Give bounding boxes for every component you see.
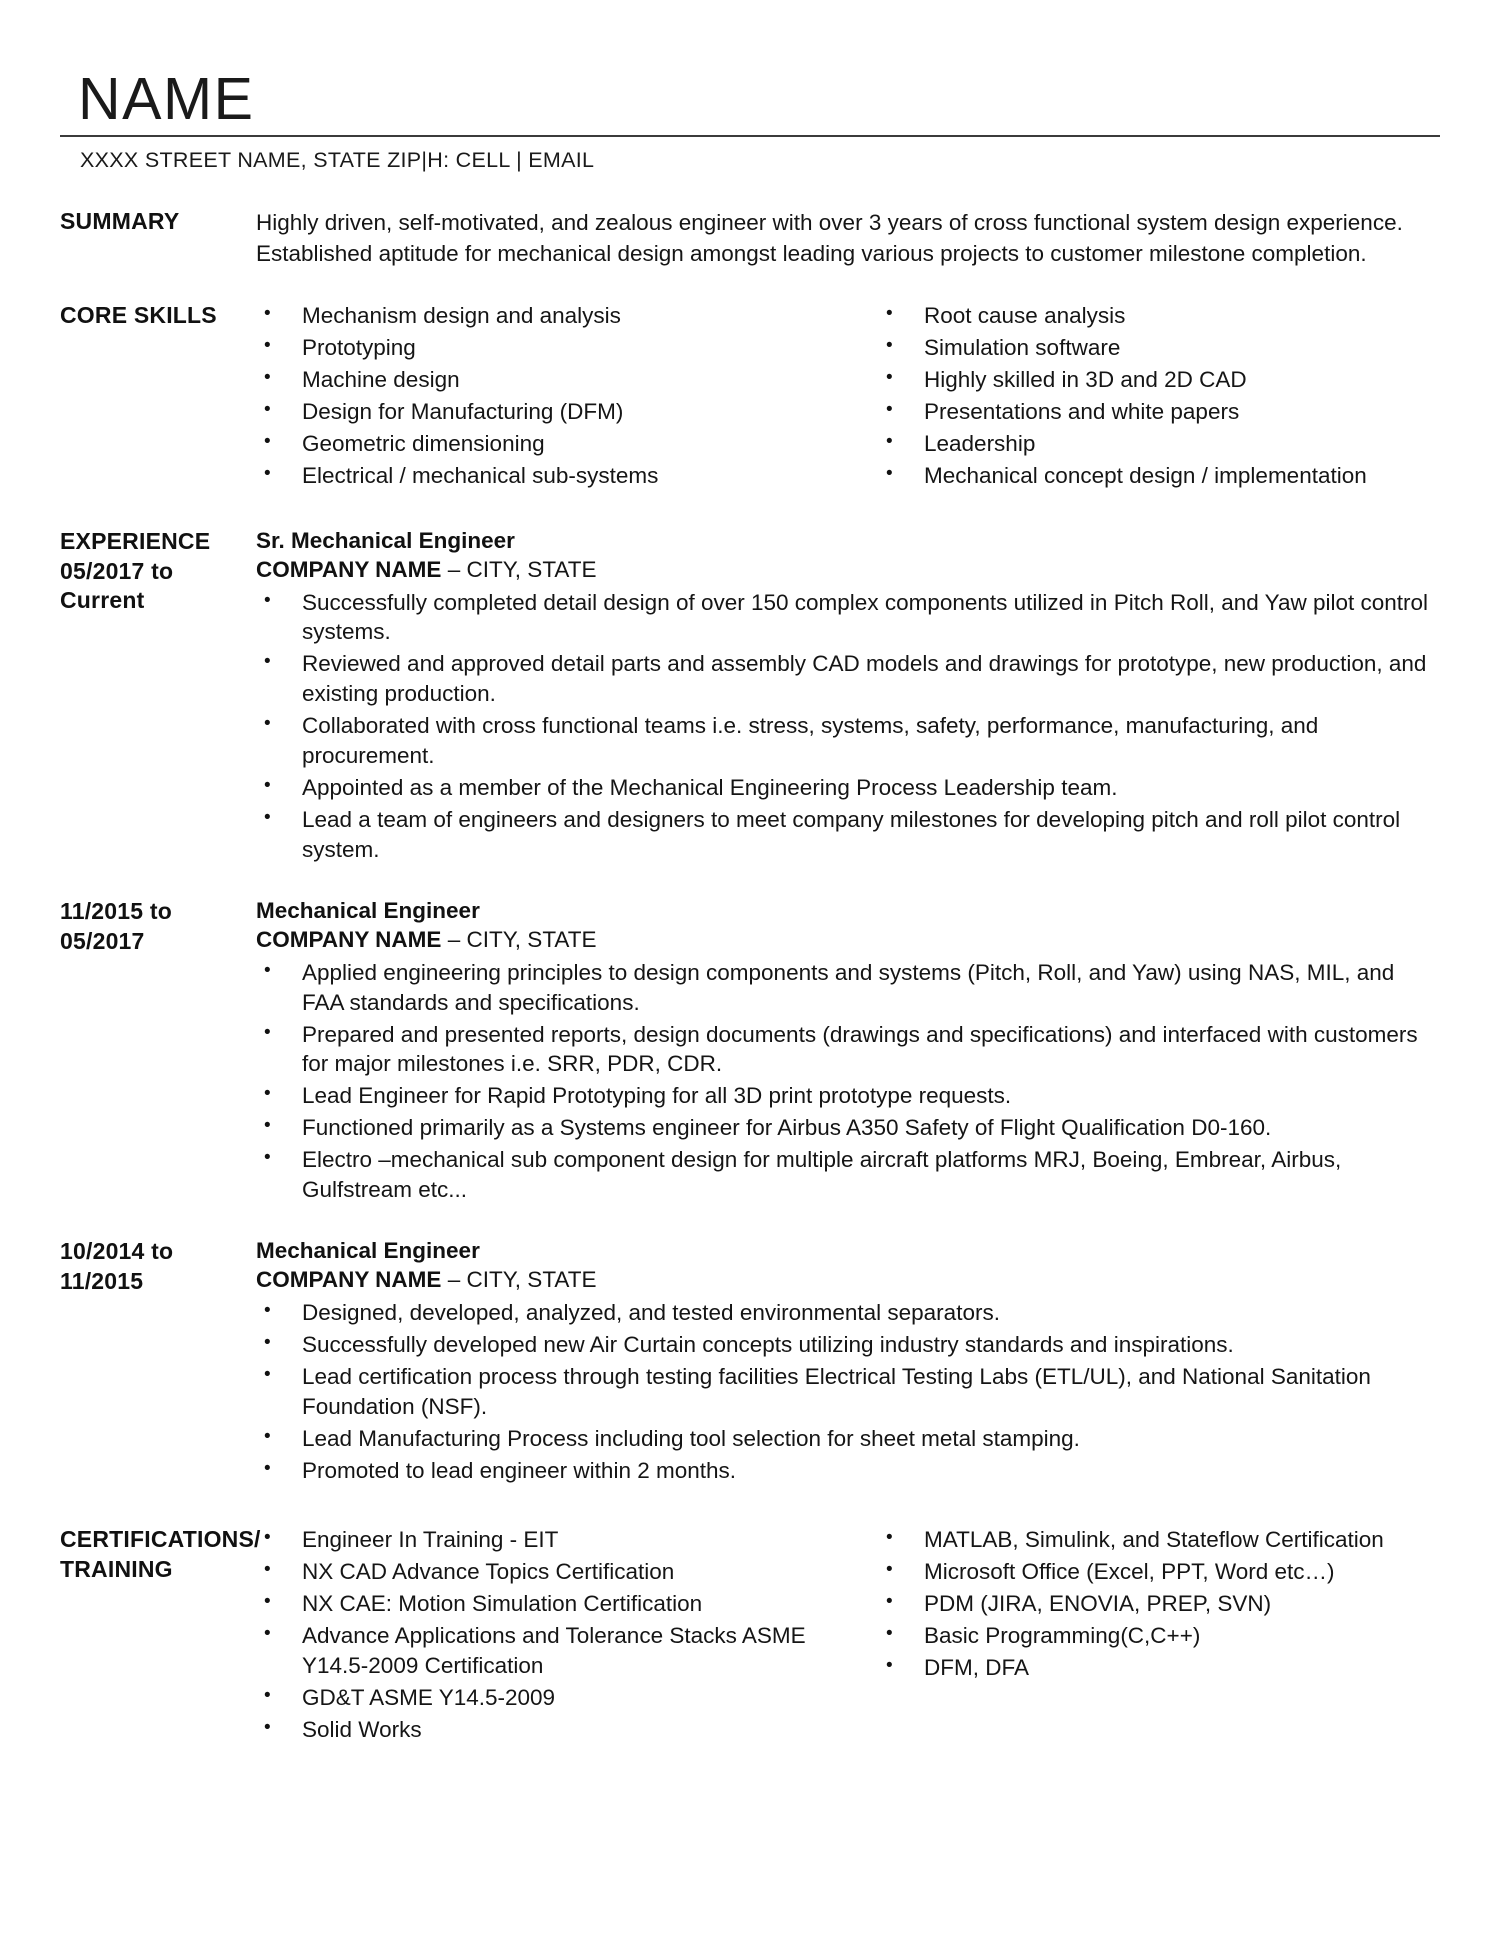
job-dates-block xyxy=(60,1237,256,1297)
job-dates-line1: 11/2015 to xyxy=(60,897,172,924)
certifications-label-block xyxy=(60,1525,261,1585)
summary-label: SUMMARY xyxy=(60,208,180,234)
certifications-label-line1: CERTIFICATIONS/ xyxy=(60,1526,261,1553)
list-item: • Successfully developed new Air Curtain concepts utilizing industry standards and inspirations. xyxy=(256,1330,1440,1360)
job-title: Sr. Mechanical Engineer xyxy=(256,527,515,553)
core-skills-body xyxy=(256,301,1440,493)
job-body xyxy=(256,897,1440,1207)
list-item: • Machine design xyxy=(256,365,848,395)
list-item: • Electro –mechanical sub component design for multiple aircraft platforms MRJ, Boeing, Embrear, Airbus, Gulfstream etc... xyxy=(256,1145,1440,1205)
certifications-list-right xyxy=(878,1525,1440,1683)
job-bullet-list xyxy=(256,588,1440,865)
list-item: • NX CAE: Motion Simulation Certification xyxy=(256,1589,848,1619)
list-item: • Root cause analysis xyxy=(878,301,1440,331)
experience-label: EXPERIENCE xyxy=(60,527,211,554)
job-company-name: COMPANY NAME xyxy=(256,1267,442,1293)
core-skills-label: CORE SKILLS xyxy=(60,302,217,329)
core-skills-section xyxy=(60,301,1440,493)
certifications-column-right xyxy=(848,1525,1440,1746)
certifications-column-left xyxy=(256,1525,848,1746)
experience-job-2 xyxy=(60,897,1440,1207)
job-location: – CITY, STATE xyxy=(441,557,597,583)
list-item: • Prototyping xyxy=(256,333,848,363)
list-item: • Functioned primarily as a Systems engineer for Airbus A350 Safety of Flight Qualification D0-160. xyxy=(256,1113,1440,1143)
page-title: NAME xyxy=(78,66,255,132)
experience-label-block xyxy=(60,527,256,617)
list-item: • Highly skilled in 3D and 2D CAD xyxy=(878,365,1440,395)
contact-line: XXXX STREET NAME, STATE ZIP|H: CELL | EMAIL xyxy=(80,148,595,172)
list-item: • Promoted to lead engineer within 2 months. xyxy=(256,1456,1440,1486)
job-dates-line1: 05/2017 to xyxy=(60,557,174,584)
core-skills-column-left xyxy=(256,301,848,493)
list-item: • GD&T ASME Y14.5-2009 xyxy=(256,1683,848,1713)
list-item: • Successfully completed detail design of over 150 complex components utilized in Pitch Roll, and Yaw pilot control systems. xyxy=(256,588,1440,648)
list-item: • Basic Programming(C,C++) xyxy=(878,1621,1440,1651)
list-item: • Advance Applications and Tolerance Stacks ASME Y14.5-2009 Certification xyxy=(256,1621,848,1681)
certifications-label-line2: TRAINING xyxy=(60,1556,173,1583)
list-item: • Presentations and white papers xyxy=(878,397,1440,427)
list-item: • Reviewed and approved detail parts and assembly CAD models and drawings for prototype, new production, and existing production. xyxy=(256,649,1440,709)
summary-body xyxy=(256,207,1440,269)
certifications-list-left xyxy=(256,1525,848,1744)
job-location: – CITY, STATE xyxy=(441,1267,597,1293)
list-item: • Lead Engineer for Rapid Prototyping for all 3D print prototype requests. xyxy=(256,1081,1440,1111)
list-item: • Collaborated with cross functional teams i.e. stress, systems, safety, performance, manufacturing, and procurement. xyxy=(256,711,1440,771)
core-skills-list-right xyxy=(878,301,1440,491)
job-company-line xyxy=(256,556,1440,583)
job-company-line xyxy=(256,926,1440,953)
job-title: Mechanical Engineer xyxy=(256,897,480,923)
job-body xyxy=(256,527,1440,867)
core-skills-column-right xyxy=(848,301,1440,493)
header-divider xyxy=(60,135,1440,137)
list-item: • Leadership xyxy=(878,429,1440,459)
experience-section xyxy=(60,527,1440,867)
list-item: • Engineer In Training - EIT xyxy=(256,1525,848,1555)
certifications-body xyxy=(256,1525,1440,1746)
list-item: • Appointed as a member of the Mechanical Engineering Process Leadership team. xyxy=(256,773,1440,803)
list-item: • Designed, developed, analyzed, and tested environmental separators. xyxy=(256,1298,1440,1328)
list-item: • NX CAD Advance Topics Certification xyxy=(256,1557,848,1587)
summary-section xyxy=(60,207,1440,269)
list-item: • Simulation software xyxy=(878,333,1440,363)
job-dates-line2: Current xyxy=(60,587,145,614)
list-item: • Microsoft Office (Excel, PPT, Word etc…) xyxy=(878,1557,1440,1587)
job-dates-line2: 05/2017 xyxy=(60,927,145,954)
summary-text: Highly driven, self-motivated, and zealous engineer with over 3 years of cross functional system design experience. Established aptitude for mechanical design amongst leading various projects to customer milestone completion. xyxy=(256,210,1403,267)
job-dates-line2: 11/2015 xyxy=(60,1267,144,1294)
job-bullet-list xyxy=(256,1298,1440,1486)
list-item: • Applied engineering principles to design components and systems (Pitch, Roll, and Yaw) using NAS, MIL, and FAA standards and specifications. xyxy=(256,958,1440,1018)
list-item: • Lead certification process through testing facilities Electrical Testing Labs (ETL/UL), and National Sanitation Foundation (NSF). xyxy=(256,1362,1440,1422)
list-item: • Lead a team of engineers and designers to meet company milestones for developing pitch and roll pilot control system. xyxy=(256,805,1440,865)
job-body xyxy=(256,1237,1440,1487)
job-company-name: COMPANY NAME xyxy=(256,927,442,953)
list-item: • Solid Works xyxy=(256,1715,848,1745)
resume-header xyxy=(60,66,1440,173)
list-item: • Geometric dimensioning xyxy=(256,429,848,459)
list-item: • Lead Manufacturing Process including tool selection for sheet metal stamping. xyxy=(256,1424,1440,1454)
list-item: • Mechanism design and analysis xyxy=(256,301,848,331)
certifications-section xyxy=(60,1525,1440,1746)
list-item: • DFM, DFA xyxy=(878,1653,1440,1683)
experience-job-3 xyxy=(60,1237,1440,1487)
core-skills-list-left xyxy=(256,301,848,491)
job-dates-line1: 10/2014 to xyxy=(60,1238,174,1265)
job-location: – CITY, STATE xyxy=(441,927,597,953)
job-company-name: COMPANY NAME xyxy=(256,557,442,583)
list-item: • Design for Manufacturing (DFM) xyxy=(256,397,848,427)
list-item: • Prepared and presented reports, design documents (drawings and specifications) and interfaced with customers for major milestones i.e. SRR, PDR, CDR. xyxy=(256,1020,1440,1080)
job-company-line xyxy=(256,1266,1440,1293)
job-bullet-list xyxy=(256,958,1440,1205)
job-title: Mechanical Engineer xyxy=(256,1238,480,1264)
list-item: • PDM (JIRA, ENOVIA, PREP, SVN) xyxy=(878,1589,1440,1619)
list-item: • MATLAB, Simulink, and Stateflow Certification xyxy=(878,1525,1440,1555)
list-item: • Electrical / mechanical sub-systems xyxy=(256,461,848,491)
list-item: • Mechanical concept design / implementation xyxy=(878,461,1440,491)
job-dates-block xyxy=(60,897,256,957)
